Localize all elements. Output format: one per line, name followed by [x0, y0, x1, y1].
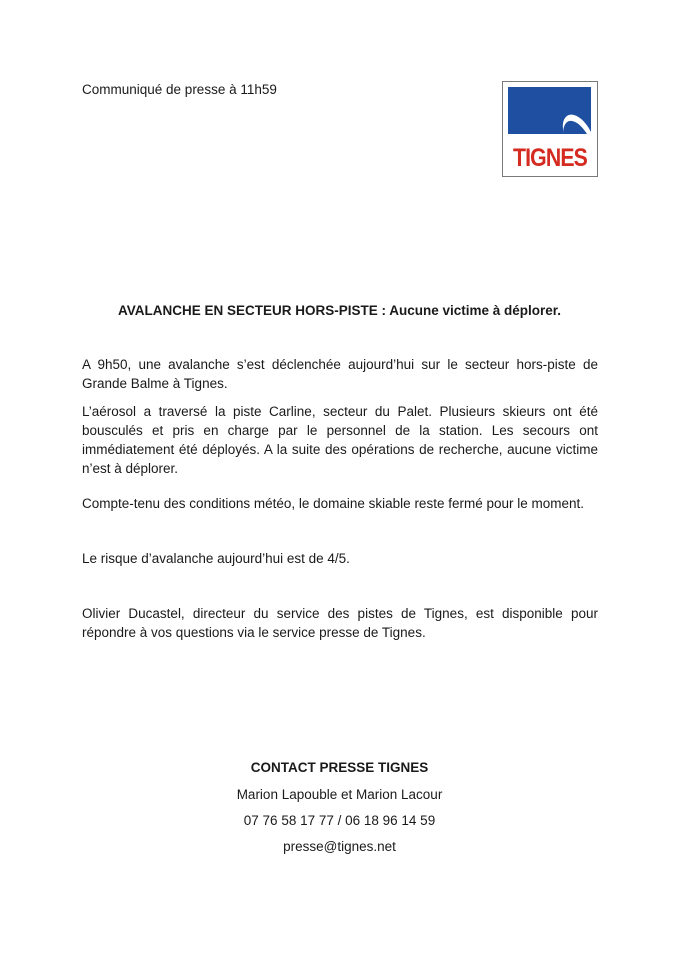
contact-names: Marion Lapouble et Marion Lacour	[236, 787, 443, 802]
logo-text: TIGNES	[512, 144, 588, 172]
paragraph-avalanche-time: A 9h50, une avalanche s’est déclenchée aujourd’hui sur le secteur hors-piste de Grande Balme à Tignes.	[82, 357, 598, 391]
headline: AVALANCHE EN SECTEUR HORS-PISTE : Aucune victime à déplorer.	[117, 303, 562, 318]
paragraph-contact-director: Olivier Ducastel, directeur du service des pistes de Tignes, est disponible pour répondre à vos questions via le service presse de Tignes.	[82, 606, 598, 640]
tignes-logo	[502, 81, 598, 177]
contact-title: CONTACT PRESSE TIGNES	[250, 760, 429, 775]
paragraph-avalanche-risk: Le risque d’avalanche aujourd’hui est de 4/5.	[82, 551, 350, 566]
press-release-time: Communiqué de presse à 11h59	[82, 82, 277, 97]
paragraph-aerosol: L’aérosol a traversé la piste Carline, secteur du Palet. Plusieurs skieurs ont été bousculés et pris en charge par le personnel de la station. Les secours ont immédiatement été déployés. A la suite des opérations de recherche, aucune victime n’est à déplorer.	[82, 404, 598, 476]
contact-email: presse@tignes.net	[283, 839, 396, 854]
contact-phones: 07 76 58 17 77 / 06 18 96 14 59	[243, 813, 436, 828]
paragraph-ski-area-closed: Compte-tenu des conditions météo, le domaine skiable reste fermé pour le moment.	[82, 496, 585, 511]
